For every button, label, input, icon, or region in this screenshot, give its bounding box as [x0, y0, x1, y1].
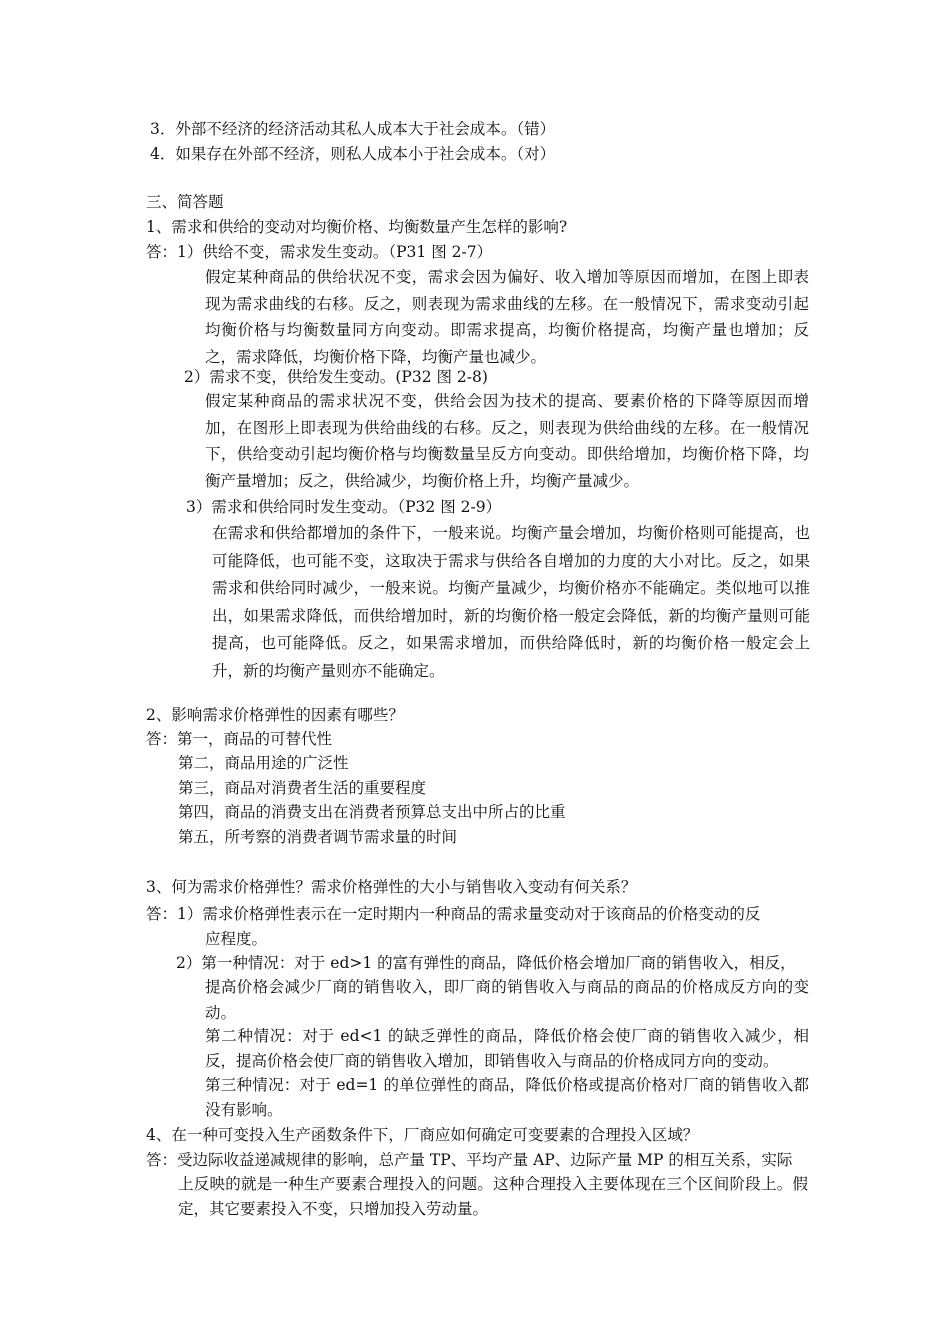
- q1-subheading-3: 3）需求和供给同时发生变动。（P32 图 2-9）: [186, 498, 502, 516]
- q4-question: 4、在一种可变投入生产函数条件下，厂商应如何确定可变要素的合理投入区域？: [146, 1126, 699, 1144]
- q1-subheading-2: 2）需求不变，供给发生变动。(P32 图 2-8): [184, 368, 488, 386]
- q1-answer-lead: 答：1）供给不变，需求发生变动。（P31 图 2-7）: [146, 243, 493, 261]
- q2-item-2: 第二，商品用途的广泛性: [178, 754, 349, 772]
- tf-item-3: 3．外部不经济的经济活动其私人成本大于社会成本。（错）: [150, 120, 556, 138]
- q2-item-3: 第三，商品对消费者生活的重要程度: [178, 779, 427, 797]
- q2-item-5: 第五，所考察的消费者调节需求量的时间: [178, 828, 458, 846]
- q3-question: 3、何为需求价格弹性？需求价格弹性的大小与销售收入变动有何关系？: [146, 878, 637, 896]
- q2-answer-lead: 答：第一，商品的可替代性: [146, 730, 333, 748]
- q4-answer-continuation: 上反映的就是一种生产要素合理投入的问题。这种合理投入主要体现在三个区间阶段上。假定，其它要素投入不变，只增加投入劳动量。: [178, 1175, 808, 1218]
- q4-answer-lead: 答：受边际收益递减规律的影响，总产量 TP、平均产量 AP、边际产量 MP 的相互关系，实际: [146, 1151, 793, 1169]
- q3-case-2-text: 第二种情况：对于 ed<1 的缺乏弹性的商品，降低价格会使厂商的销售收入减少，相反，提高价格会使厂商的销售收入增加，即销售收入与商品的价格成同方向的变动。: [205, 1027, 809, 1070]
- q3-answer-continuation: 应程度。: [205, 930, 268, 948]
- q3-case-1-heading: 2）第一种情况：对于 ed>1 的富有弹性的商品，降低价格会增加厂商的销售收入，相反，: [176, 954, 796, 972]
- q3-case-3-text: 第三种情况：对于 ed=1 的单位弹性的商品，降低价格或提高价格对厂商的销售收入都没有影响。: [205, 1076, 809, 1119]
- q2-item-4: 第四，商品的消费支出在消费者预算总支出中所占的比重: [178, 803, 566, 821]
- q1-paragraph-3: 在需求和供给都增加的条件下，一般来说。均衡产量会增加，均衡价格则可能提高，也可能降低，也可能不变，这取决于需求与供给各自增加的力度的大小对比。反之，如果需求和供给同时减少，一般来说。均衡产量减少，均衡价格亦不能确定。类似地可以推出，如果需求降低，而供给增加时，新的均衡价格一般定会降低，新的均衡产量则可能提高，也可能降低。反之，如果需求增加，而供给降低时，新的均衡价格一般定会上升，新的均衡产量则亦不能确定。: [212, 524, 810, 680]
- q1-paragraph-2: 假定某种商品的需求状况不变，供给会因为技术的提高、要素价格的下降等原因而增加，在图形上即表现为供给曲线的右移。反之，则表现为供给曲线的左移。在一般情况下，供给变动引起均衡价格与均衡数量呈反方向变动。即供给增加，均衡价格下降，均衡产量增加；反之，供给减少，均衡价格上升，均衡产量减少。: [205, 392, 809, 490]
- q3-case-1-text: 提高价格会减少厂商的销售收入，即厂商的销售收入与商品的商品的价格成反方向的变动。: [205, 978, 809, 1022]
- q3-answer-lead: 答：1）需求价格弹性表示在一定时期内一种商品的需求量变动对于该商品的价格变动的反: [146, 905, 761, 923]
- section-heading: 三、简答题: [146, 193, 224, 211]
- q1-paragraph-1: 假定某种商品的供给状况不变，需求会因为偏好、收入增加等原因而增加，在图上即表现为需求曲线的右移。反之，则表现为需求曲线的左移。在一般情况下，需求变动引起均衡价格与均衡数量同方向变动。即需求提高，均衡价格提高，均衡产量也增加；反之，需求降低，均衡价格下降，均衡产量也减少。: [205, 268, 809, 366]
- q1-question: 1、需求和供给的变动对均衡价格、均衡数量产生怎样的影响?: [146, 218, 568, 236]
- tf-item-4: 4．如果存在外部不经济，则私人成本小于社会成本。（对）: [150, 145, 556, 163]
- q2-question: 2、影响需求价格弹性的因素有哪些？: [146, 706, 404, 724]
